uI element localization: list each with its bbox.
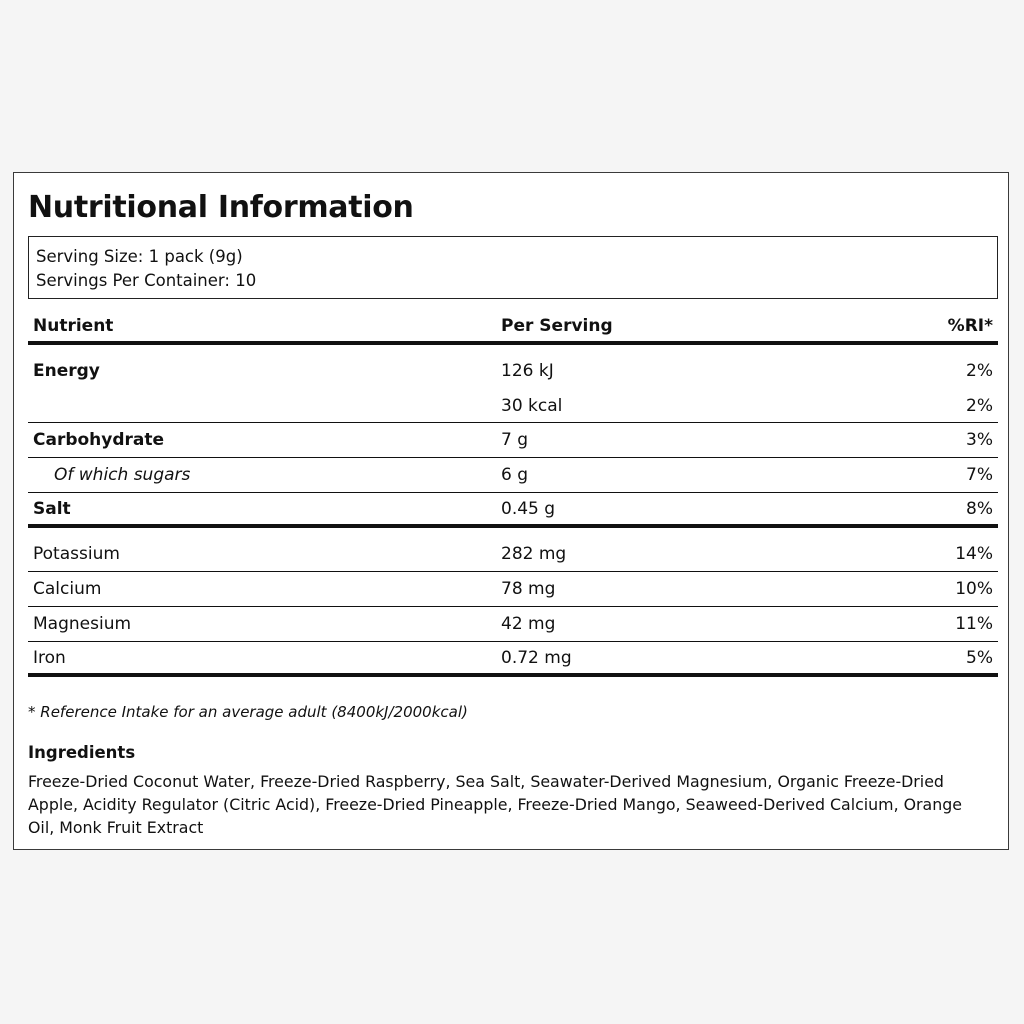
table-row: [28, 389, 998, 423]
nutrient-name: Potassium: [33, 543, 120, 564]
nutrient-name: Carbohydrate: [33, 430, 165, 450]
header-ri: %RI*: [947, 316, 993, 336]
ingredients-heading: Ingredients: [28, 743, 136, 762]
table-row: [28, 423, 998, 458]
nutrient-name: Magnesium: [33, 614, 132, 634]
ri-value: 2%: [966, 395, 993, 416]
ri-value: 14%: [955, 543, 993, 564]
nutrient-name: Iron: [33, 647, 66, 668]
ri-value: 8%: [966, 498, 993, 519]
nutrient-name: Salt: [33, 498, 71, 519]
table-row: [28, 607, 998, 642]
per-serving-value: 0.72 mg: [501, 647, 572, 668]
table-row: [28, 493, 998, 528]
per-serving-value: 42 mg: [501, 614, 556, 634]
table-row: [28, 572, 998, 607]
nutrient-name: Of which sugars: [54, 465, 191, 485]
per-serving-value: 30 kcal: [501, 395, 563, 416]
per-serving-value: 6 g: [501, 465, 529, 485]
header-nutrient: Nutrient: [33, 316, 114, 336]
ri-value: 3%: [966, 430, 993, 450]
nutrient-name: Calcium: [33, 579, 102, 599]
per-serving-value: 7 g: [501, 430, 529, 450]
reference-intake-footnote: * Reference Intake for an average adult (8400kJ/2000kcal): [28, 703, 468, 721]
table-row: [28, 528, 998, 572]
ri-value: 10%: [955, 579, 993, 599]
table-header: [28, 311, 998, 345]
ri-value: 7%: [966, 465, 993, 485]
per-serving-value: 126 kJ: [501, 361, 554, 381]
servings-per-container: Servings Per Container: 10: [36, 271, 257, 290]
table-row: [28, 345, 998, 389]
header-per-serving: Per Serving: [501, 316, 613, 336]
nutrition-table: [28, 311, 998, 677]
ri-value: 11%: [955, 614, 993, 634]
ingredients-list: Freeze-Dried Coconut Water, Freeze-Dried Raspberry, Sea Salt, Seawater-Derived Magnesium, Organic Freeze-Dried Apple, Acidity Regulator (Citric Acid), Freeze-Dried Pineapple, Freeze-Dried Mango, Seaweed-Derived Calcium, Orange Oil, Monk Fruit Extract: [28, 772, 962, 837]
page-title: Nutritional Information: [28, 190, 414, 225]
per-serving-value: 282 mg: [501, 543, 567, 564]
serving-size: Serving Size: 1 pack (9g): [36, 247, 243, 266]
ri-value: 5%: [966, 647, 993, 668]
table-row: [28, 458, 998, 493]
per-serving-value: 78 mg: [501, 579, 556, 599]
ri-value: 2%: [966, 361, 993, 381]
serving-info-box: [28, 236, 998, 299]
nutrition-panel: [13, 172, 1009, 850]
per-serving-value: 0.45 g: [501, 498, 556, 519]
nutrient-name: Energy: [33, 361, 100, 381]
table-row: [28, 642, 998, 677]
